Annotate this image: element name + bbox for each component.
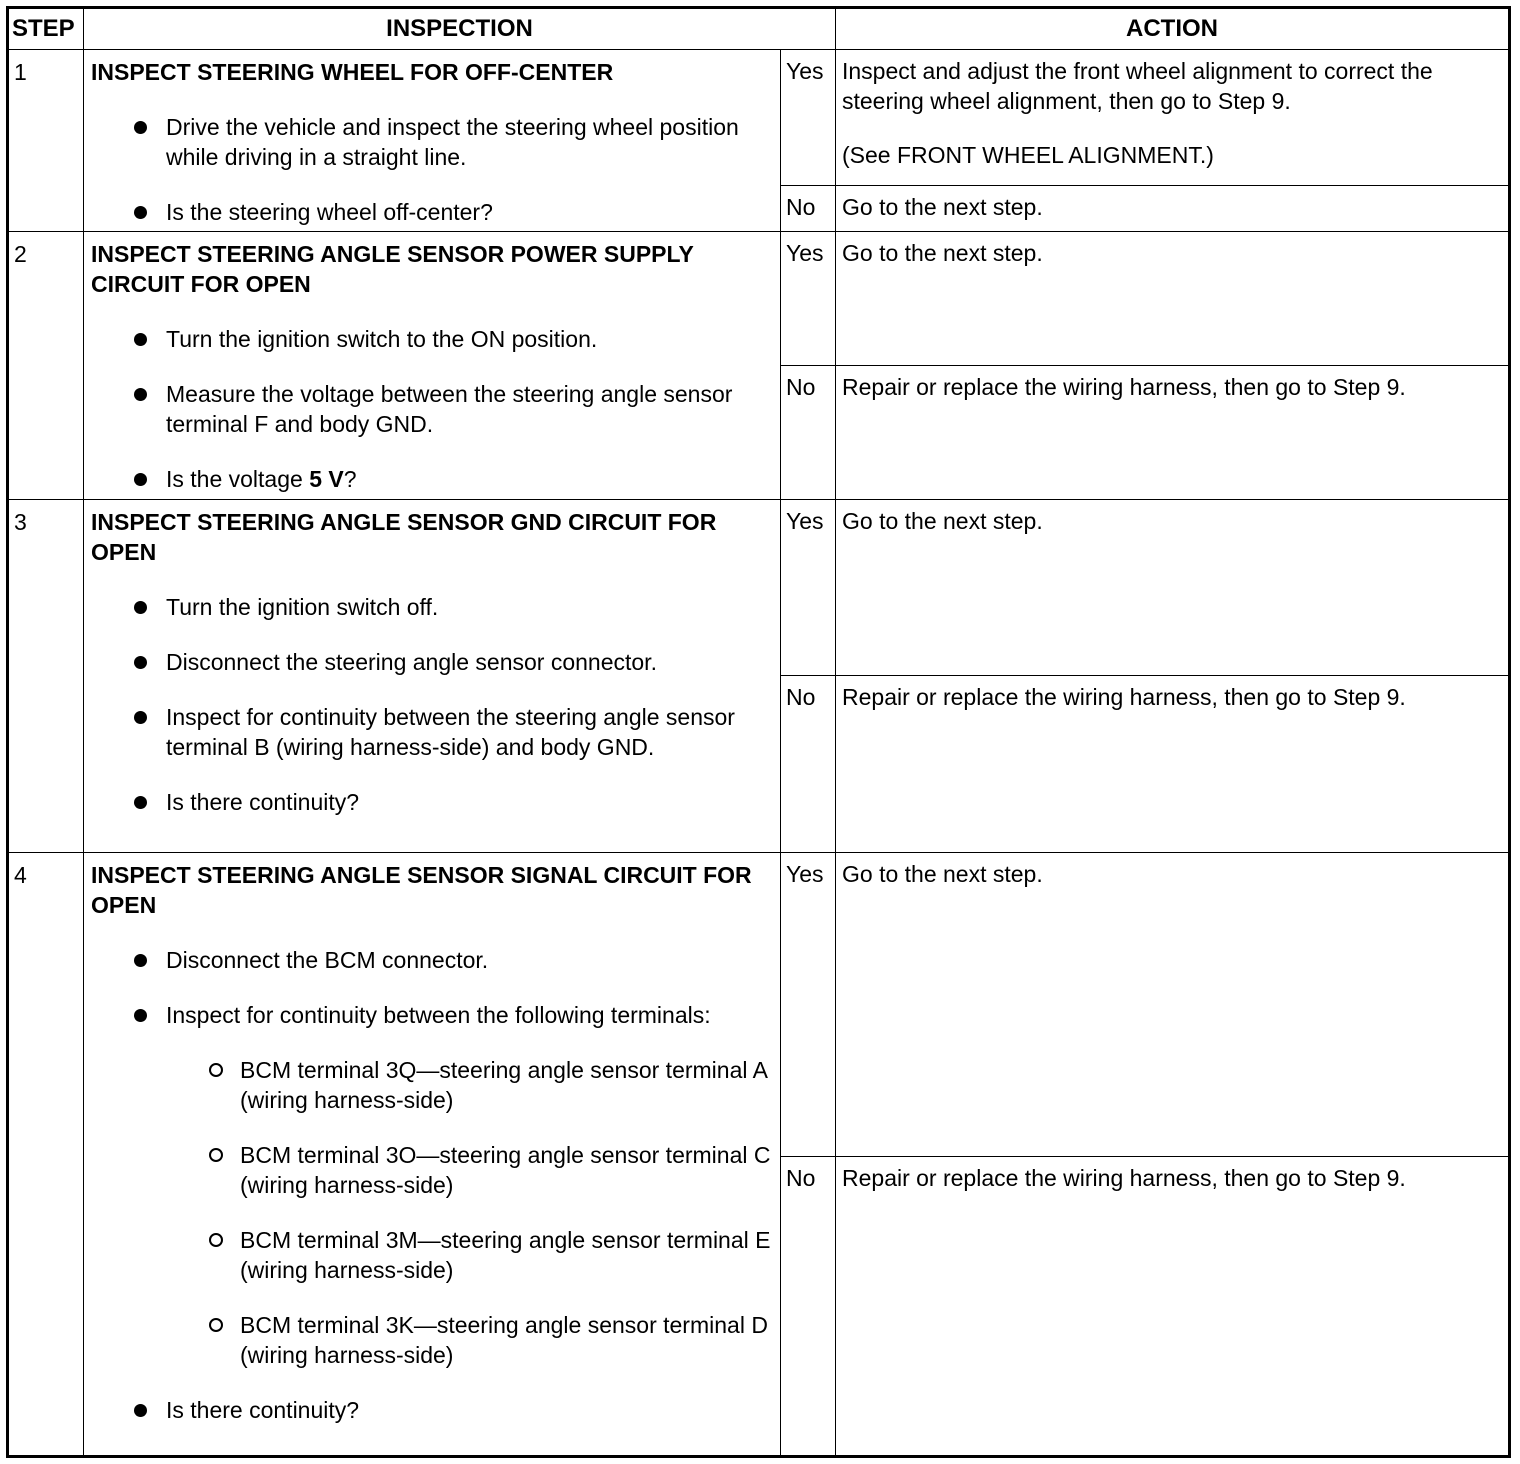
bullet-icon: [134, 388, 147, 401]
bullet-icon: [134, 656, 147, 669]
bullet-icon: [134, 206, 147, 219]
terminal-item: BCM terminal 3Q—steering angle sensor terminal A (wiring harness-side): [166, 1055, 772, 1115]
step-number: 3: [8, 500, 84, 852]
bullet-icon: [134, 711, 147, 724]
inspection-bullet: Disconnect the BCM connector.: [91, 945, 772, 975]
inspection-bullet: Inspect for continuity between the steering angle sensor terminal B (wiring harness-side) and body GND.: [91, 702, 772, 762]
yes-action: Inspect and adjust the front wheel alignment to correct the steering wheel alignment, then go to Step 9. (See FRONT WHEEL ALIGNMENT.): [836, 50, 1510, 186]
step-number: 4: [8, 852, 84, 1456]
yes-label: Yes: [781, 500, 836, 676]
bullet-icon: [134, 333, 147, 346]
step-inspection: [84, 232, 781, 500]
action-header: ACTION: [836, 8, 1510, 50]
step-title: INSPECT STEERING ANGLE SENSOR GND CIRCUIT FOR OPEN: [91, 509, 717, 566]
step-3-yes-row: [8, 500, 1510, 676]
no-action: Repair or replace the wiring harness, then go to Step 9.: [836, 1156, 1510, 1456]
circle-bullet-icon: [209, 1318, 223, 1332]
yes-action: Go to the next step.: [836, 852, 1510, 1156]
no-action: Repair or replace the wiring harness, then go to Step 9.: [836, 366, 1510, 500]
yes-label: Yes: [781, 852, 836, 1156]
inspection-question: Is the voltage 5 V?: [91, 464, 772, 494]
circle-bullet-icon: [209, 1148, 223, 1162]
step-title: INSPECT STEERING WHEEL FOR OFF-CENTER: [91, 59, 614, 86]
step-number: 2: [8, 232, 84, 500]
yes-label: Yes: [781, 232, 836, 366]
step-title: INSPECT STEERING ANGLE SENSOR POWER SUPPLY CIRCUIT FOR OPEN: [91, 241, 694, 298]
no-label: No: [781, 366, 836, 500]
terminal-item: BCM terminal 3O—steering angle sensor terminal C (wiring harness-side): [166, 1140, 772, 1200]
yes-action: Go to the next step.: [836, 232, 1510, 366]
troubleshooting-table-wrapper: [6, 6, 1508, 1458]
terminal-item: BCM terminal 3M—steering angle sensor terminal E (wiring harness-side): [166, 1225, 772, 1285]
no-label: No: [781, 186, 836, 232]
inspection-bullet: Turn the ignition switch off.: [91, 592, 772, 622]
step-1-yes-row: [8, 50, 1510, 186]
inspection-question: Is there continuity?: [91, 787, 772, 817]
header-row: [8, 8, 1510, 50]
step-header: STEP: [8, 8, 84, 50]
terminal-list: [166, 1055, 772, 1370]
bullet-icon: [134, 1009, 147, 1022]
yes-action: Go to the next step.: [836, 500, 1510, 676]
bullet-icon: [134, 954, 147, 967]
bullet-icon: [134, 601, 147, 614]
inspection-bullet: Disconnect the steering angle sensor connector.: [91, 647, 772, 677]
inspection-bullet: Inspect for continuity between the following terminals: BCM terminal 3Q—steering angle sensor terminal A (wiring harness-side) BCM terminal 3O—steering angle sensor terminal C (wiring harness-side) BCM terminal 3M—steering angle sensor terminal E (wiring harness-side) BCM terminal 3K—steering angle sensor terminal D (wiring harness-side): [91, 1000, 772, 1370]
no-action: Go to the next step.: [836, 186, 1510, 232]
step-inspection: [84, 500, 781, 852]
inspection-header: INSPECTION: [84, 8, 836, 50]
troubleshooting-table: [6, 6, 1511, 1458]
bullet-icon: [134, 473, 147, 486]
bullet-icon: [134, 121, 147, 134]
no-label: No: [781, 1156, 836, 1456]
inspection-bullet: Measure the voltage between the steering angle sensor terminal F and body GND.: [91, 379, 772, 439]
inspection-bullet: Turn the ignition switch to the ON position.: [91, 324, 772, 354]
no-label: No: [781, 676, 836, 852]
step-title: INSPECT STEERING ANGLE SENSOR SIGNAL CIRCUIT FOR OPEN: [91, 861, 752, 918]
inspection-question: Is the steering wheel off-center?: [91, 197, 772, 227]
step-inspection: [84, 50, 781, 232]
no-action: Repair or replace the wiring harness, then go to Step 9.: [836, 676, 1510, 852]
step-number: 1: [8, 50, 84, 232]
voltage-value: 5 V: [309, 466, 344, 493]
bullet-icon: [134, 1404, 147, 1417]
step-2-yes-row: [8, 232, 1510, 366]
terminal-item: BCM terminal 3K—steering angle sensor terminal D (wiring harness-side): [166, 1310, 772, 1370]
inspection-question: Is there continuity?: [91, 1395, 772, 1425]
circle-bullet-icon: [209, 1063, 223, 1077]
inspection-bullet: Drive the vehicle and inspect the steering wheel position while driving in a straight line.: [91, 112, 772, 172]
circle-bullet-icon: [209, 1233, 223, 1247]
step-4-yes-row: [8, 852, 1510, 1156]
step-inspection: [84, 852, 781, 1456]
yes-label: Yes: [781, 50, 836, 186]
bullet-icon: [134, 796, 147, 809]
